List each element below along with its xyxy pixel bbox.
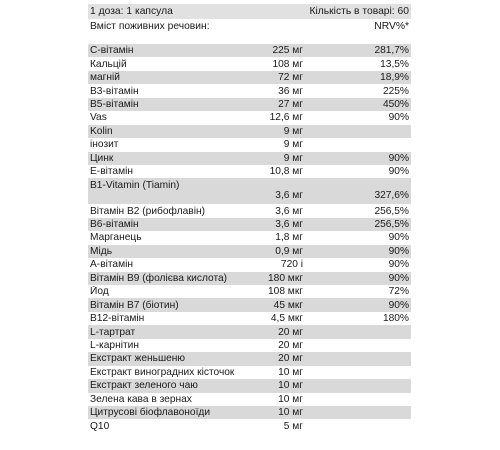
nutrient-name: Q10: [90, 420, 110, 432]
table-row: [88, 165, 411, 178]
table-row: [88, 393, 411, 406]
nutrient-name: магній: [90, 72, 120, 84]
nutrient-name: А-вітамін: [90, 259, 133, 271]
nutrient-name: L-карнітин: [90, 339, 139, 351]
nutrient-name: Kolin: [90, 125, 113, 137]
nutrient-amount: 9 мг: [283, 139, 303, 151]
column-header-row: [88, 19, 411, 34]
nutrient-amount: 3,6 мг: [275, 219, 303, 231]
table-row: [88, 379, 411, 392]
nutrient-amount: 3,6 мг: [275, 205, 303, 217]
nutrient-name: C-вітамін: [90, 45, 134, 57]
table-row: [88, 366, 411, 379]
table-row: [88, 339, 411, 352]
table-row: [88, 285, 411, 298]
nutrient-amount: 9 мг: [283, 125, 303, 137]
nutrient-amount: 20 мг: [278, 339, 303, 351]
nutrient-nrv: 90%: [388, 245, 409, 257]
nutrient-name: B1-Vitamin (Tiamin): [90, 180, 180, 192]
nutrient-amount: 10 мг: [278, 393, 303, 405]
nutrient-nrv: 90%: [388, 272, 409, 284]
nutrient-nrv: 327,6%: [374, 189, 409, 201]
nutrients-heading: Вміст поживних речовин:: [90, 21, 210, 32]
servings-count-text: Кількість в товарі: 60: [309, 6, 409, 17]
table-row: [88, 218, 411, 231]
nrv-heading: NRV%*: [374, 21, 409, 32]
nutrient-amount: 108 мг: [272, 58, 303, 70]
nutrient-name: Вітамін В2 (рибофлавін): [90, 205, 206, 217]
table-row: [88, 419, 411, 432]
table-row: [88, 178, 411, 204]
dose-text: 1 доза: 1 капсула: [90, 6, 173, 17]
nutrient-name: Мідь: [90, 245, 113, 257]
nutrient-amount: 720 і: [280, 259, 303, 271]
table-row: [88, 272, 411, 285]
table-row: [88, 258, 411, 271]
table-row: [88, 71, 411, 84]
nutrient-table: [88, 44, 411, 433]
nutrient-name: B6-вітамін: [90, 219, 139, 231]
table-row: [88, 204, 411, 217]
nutrient-nrv: 256,5%: [374, 205, 409, 217]
nutrient-name: Марганець: [90, 232, 142, 244]
table-row: [88, 231, 411, 244]
nutrient-name: Зелена кава в зернах: [90, 393, 192, 405]
table-row: [88, 138, 411, 151]
nutrient-amount: 5 мг: [283, 420, 303, 432]
table-row: [88, 325, 411, 338]
supplement-facts-panel: [88, 4, 411, 433]
nutrient-nrv: 72%: [388, 286, 409, 298]
nutrient-amount: 9 мг: [283, 152, 303, 164]
nutrient-nrv: 180%: [382, 313, 409, 325]
nutrient-name: Вітамін В9 (фолієва кислота): [90, 272, 228, 284]
table-row: [88, 98, 411, 111]
table-row: [88, 111, 411, 124]
nutrient-name: Екстракт виноградних кісточок: [90, 366, 235, 378]
nutrient-nrv: 256,5%: [374, 219, 409, 231]
nutrient-amount: 3,6 мг: [275, 189, 303, 201]
nutrient-nrv: 13,5%: [380, 58, 409, 70]
nutrient-amount: 45 мкг: [273, 299, 303, 311]
nutrient-name: Екстракт женьшеню: [90, 353, 186, 365]
nutrient-name: Екстракт зеленого чаю: [90, 380, 198, 392]
nutrient-nrv: 18,9%: [380, 72, 409, 84]
nutrient-nrv: 90%: [388, 299, 409, 311]
nutrient-amount: 12,6 мг: [269, 112, 303, 124]
nutrient-name: Кальцій: [90, 58, 127, 70]
nutrient-nrv: 90%: [388, 112, 409, 124]
nutrient-name: B3-вітамін: [90, 85, 139, 97]
table-row: [88, 406, 411, 419]
nutrient-amount: 180 мкг: [267, 272, 303, 284]
nutrient-amount: 10,8 мг: [269, 166, 303, 178]
nutrient-amount: 20 мг: [278, 326, 303, 338]
nutrient-name: Е-вітамін: [90, 166, 133, 178]
table-row: [88, 152, 411, 165]
nutrient-name: Йод: [90, 286, 109, 298]
nutrient-amount: 1,8 мг: [275, 232, 303, 244]
table-row: [88, 245, 411, 258]
nutrient-amount: 108 мкг: [267, 286, 303, 298]
nutrient-amount: 225 мг: [272, 45, 303, 57]
table-row: [88, 125, 411, 138]
nutrient-nrv: 90%: [388, 232, 409, 244]
nutrient-nrv: 450%: [382, 98, 409, 110]
nutrient-nrv: 90%: [388, 152, 409, 164]
nutrient-amount: 0,9 мг: [275, 245, 303, 257]
nutrient-nrv: 90%: [388, 259, 409, 271]
nutrient-amount: 36 мг: [278, 85, 303, 97]
nutrient-name: Вітамін В7 (біотин): [90, 299, 179, 311]
table-row: [88, 298, 411, 311]
table-row: [88, 312, 411, 325]
nutrient-name: L-тартрат: [90, 326, 136, 338]
nutrient-amount: 20 мг: [278, 353, 303, 365]
serving-info-row: [88, 4, 411, 19]
nutrient-amount: 27 мг: [278, 98, 303, 110]
nutrient-nrv: 225%: [382, 85, 409, 97]
nutrient-nrv: 281,7%: [374, 45, 409, 57]
nutrient-amount: 10 мг: [278, 380, 303, 392]
table-row: [88, 44, 411, 57]
nutrient-amount: 4,5 мкг: [270, 313, 303, 325]
table-row: [88, 84, 411, 97]
nutrient-name: Цинк: [90, 152, 114, 164]
table-row: [88, 57, 411, 70]
nutrient-name: Цитрусові біофлавоноїди: [90, 407, 211, 419]
nutrient-name: Vas: [90, 112, 107, 124]
nutrient-nrv: 90%: [388, 166, 409, 178]
nutrient-name: B5-вітамін: [90, 98, 139, 110]
nutrient-name: B12-вітамін: [90, 313, 145, 325]
nutrient-amount: 10 мг: [278, 366, 303, 378]
nutrient-name: інозит: [90, 139, 119, 151]
table-row: [88, 352, 411, 365]
nutrient-amount: 72 мг: [278, 72, 303, 84]
nutrient-amount: 10 мг: [278, 407, 303, 419]
